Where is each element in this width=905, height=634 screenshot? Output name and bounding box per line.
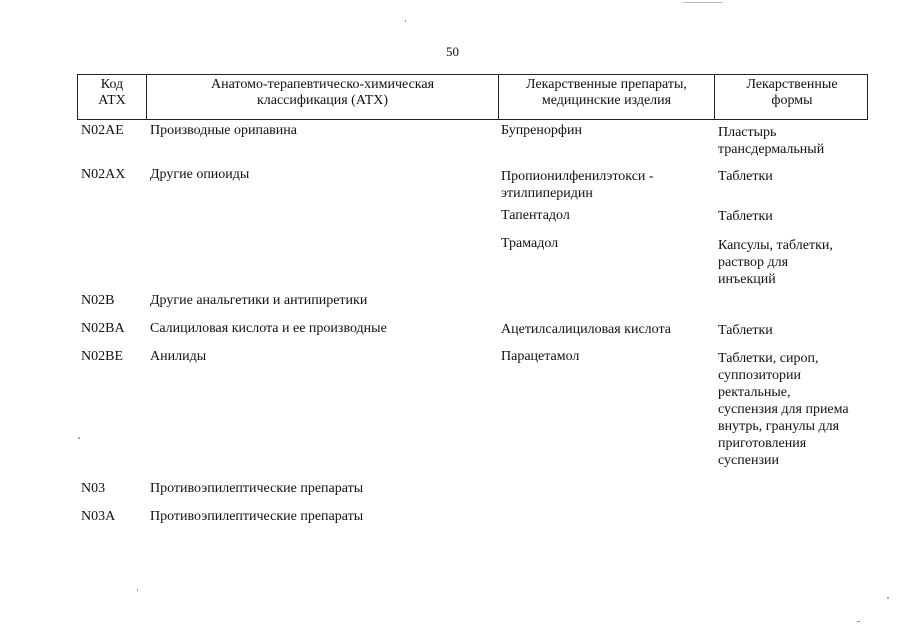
- row-code: N02AX: [81, 167, 126, 182]
- row-classification: Анилиды: [150, 349, 207, 364]
- row-form: Таблетки: [718, 323, 773, 338]
- row-form: Таблетки: [718, 209, 773, 224]
- scan-mark: [857, 621, 860, 622]
- header-drugs-label: Лекарственные препараты, медицинские изделия: [526, 77, 687, 108]
- header-classification-label: Анатомо-терапевтическо-химическая классификация (АТХ): [210, 77, 435, 108]
- row-form: Пластырь трансдермальный: [718, 125, 825, 157]
- row-drug: Парацетамол: [501, 349, 580, 364]
- row-drug: Бупренорфин: [501, 123, 582, 138]
- scan-mark: [137, 589, 138, 591]
- row-code: N02BA: [81, 321, 125, 336]
- header-code: [78, 75, 146, 119]
- row-form: Капсулы, таблетки, раствор для инъекций: [718, 238, 833, 287]
- header-forms: [714, 75, 869, 119]
- row-classification: Производные орипавина: [150, 123, 297, 138]
- scan-mark: [887, 597, 889, 599]
- row-drug: Трамадол: [501, 236, 559, 251]
- row-code: N02BE: [81, 349, 123, 364]
- page-number: 50: [446, 44, 459, 59]
- row-drug: Пропионилфенилэтокси - этилпиперидин: [501, 169, 654, 201]
- row-code: N03A: [81, 509, 116, 524]
- scan-mark: [683, 2, 723, 3]
- row-classification: Другие опиоиды: [150, 167, 250, 182]
- row-drug: Ацетилсалициловая кислота: [501, 322, 671, 337]
- scan-mark: [405, 20, 406, 22]
- header-code-label: Код АТХ: [98, 77, 126, 108]
- header-classification: [146, 75, 498, 119]
- row-classification: Салициловая кислота и ее производные: [150, 321, 387, 336]
- row-code: N02B: [81, 293, 115, 308]
- row-drug: Тапентадол: [501, 208, 570, 223]
- row-classification: Противоэпилептические препараты: [150, 509, 364, 524]
- table-header: [77, 74, 868, 120]
- row-form: Таблетки, сироп, суппозитории ректальные, суспензия для приема внутрь, гранулы для приготовления суспензии: [718, 351, 849, 468]
- header-forms-label: Лекарственные формы: [746, 77, 838, 108]
- row-classification: Другие анальгетики и антипиретики: [150, 293, 368, 308]
- row-form: Таблетки: [718, 169, 773, 184]
- header-drugs: [498, 75, 714, 119]
- scan-mark: [78, 437, 80, 439]
- row-code: N02AE: [81, 123, 124, 138]
- row-code: N03: [81, 481, 106, 496]
- row-classification: Противоэпилептические препараты: [150, 481, 364, 496]
